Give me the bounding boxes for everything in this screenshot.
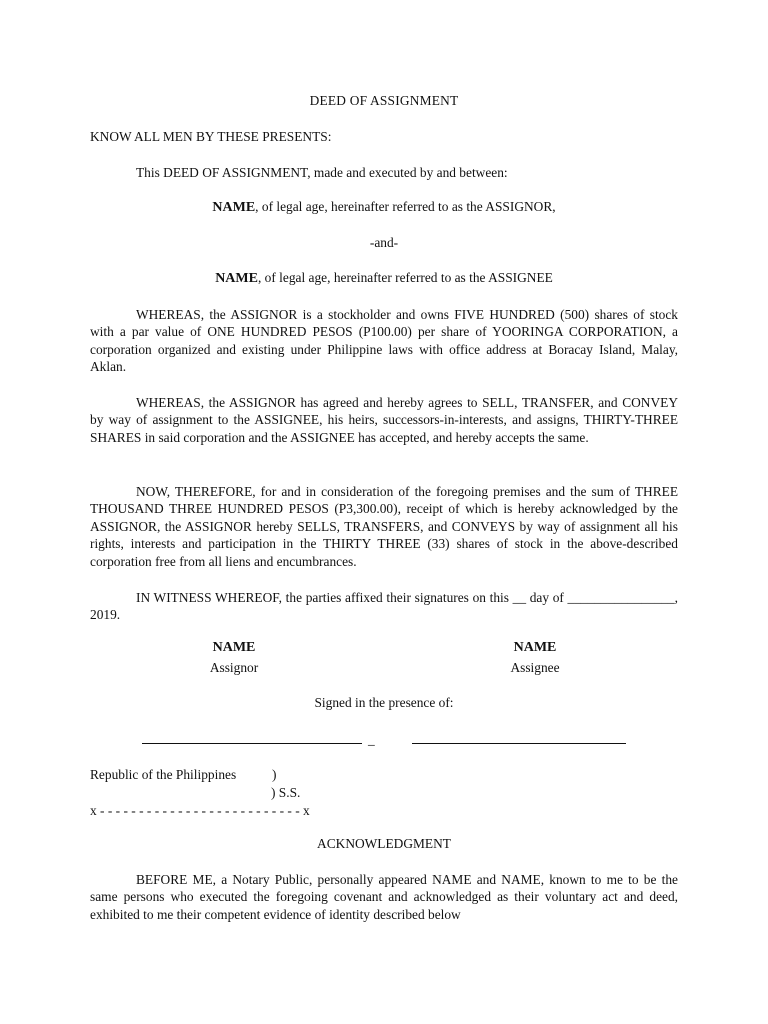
whereas-paragraph-2: [90, 394, 678, 446]
assignor-party-description: , of legal age, hereinafter referred to as the ASSIGNOR,: [255, 199, 556, 214]
venue-ss: ) S.S.: [271, 785, 301, 800]
acknowledgment-paragraph: [90, 871, 678, 923]
assignor-signature-name: NAME: [212, 640, 256, 655]
assignee-party-description: , of legal age, hereinafter referred to as the ASSIGNEE: [257, 270, 553, 285]
venue-republic: Republic of the Philippines: [90, 767, 237, 782]
assignee-signature-role: Assignee: [510, 660, 560, 675]
and-separator: -and-: [369, 235, 399, 250]
document-title: DEED OF ASSIGNMENT: [309, 93, 459, 108]
witness-2-signature-line: [412, 743, 626, 744]
acknowledgment-text: BEFORE ME, a Notary Public, personally appeared NAME and NAME, known to me to be the same persons who executed the foregoing covenant and acknowledged as their voluntary act and deed, exhibited to me their competent evidence of identity described below: [90, 872, 678, 922]
witness-1-signature-line: [142, 743, 362, 744]
intro-line: This DEED OF ASSIGNMENT, made and executed by and between:: [136, 165, 508, 180]
witness-dash: _: [368, 732, 375, 747]
know-all-men-line: KNOW ALL MEN BY THESE PRESENTS:: [90, 129, 332, 144]
acknowledgment-title: ACKNOWLEDGMENT: [317, 836, 451, 851]
signed-in-presence-line: Signed in the presence of:: [314, 695, 454, 710]
venue-paren: ): [272, 767, 277, 782]
venue-x-line: x - - - - - - - - - - - - - - - - - - - - - - - - - - x: [90, 803, 310, 818]
now-therefore-paragraph: [90, 483, 678, 570]
assignee-party-name: NAME: [215, 271, 258, 286]
whereas-paragraph-2-text: WHEREAS, the ASSIGNOR has agreed and hereby agrees to SELL, TRANSFER, and CONVEY by way of assignment to the ASSIGNEE, his heirs, successors-in-interests, and assigns, THIRTY-THREE SHARES in said corporation and the ASSIGNEE has accepted, and hereby accepts the same.: [90, 395, 678, 445]
assignor-party-line: [0, 199, 768, 216]
whereas-paragraph-1-text: WHEREAS, the ASSIGNOR is a stockholder and owns FIVE HUNDRED (500) shares of stock with a par value of ONE HUNDRED PESOS (P100.00) per share of YOORINGA CORPORATION, a corporation organized and existing under Philippine laws with office address at Boracay Island, Malay, Aklan.: [90, 307, 678, 375]
whereas-paragraph-1: [90, 306, 678, 376]
witness-paragraph: [90, 589, 678, 624]
assignee-party-line: [0, 270, 768, 287]
assignor-signature-role: Assignor: [209, 660, 259, 675]
assignee-signature-name: NAME: [513, 640, 557, 655]
now-therefore-text: NOW, THEREFORE, for and in consideration of the foregoing premises and the sum of THREE THOUSAND THREE HUNDRED PESOS (P3,300.00), receipt of which is hereby acknowledged by the ASSIGNOR, the ASSIGNOR hereby SELLS, TRANSFERS, and CONVEYS by way of assignment all his rights, interests and participation in the THIRTY THREE (33) shares of stock in the above-described corporation free from all liens and encumbrances.: [90, 484, 678, 569]
assignor-party-name: NAME: [212, 200, 256, 215]
witness-text: IN WITNESS WHEREOF, the parties affixed their signatures on this __ day of ________________, 2019.: [90, 590, 678, 623]
